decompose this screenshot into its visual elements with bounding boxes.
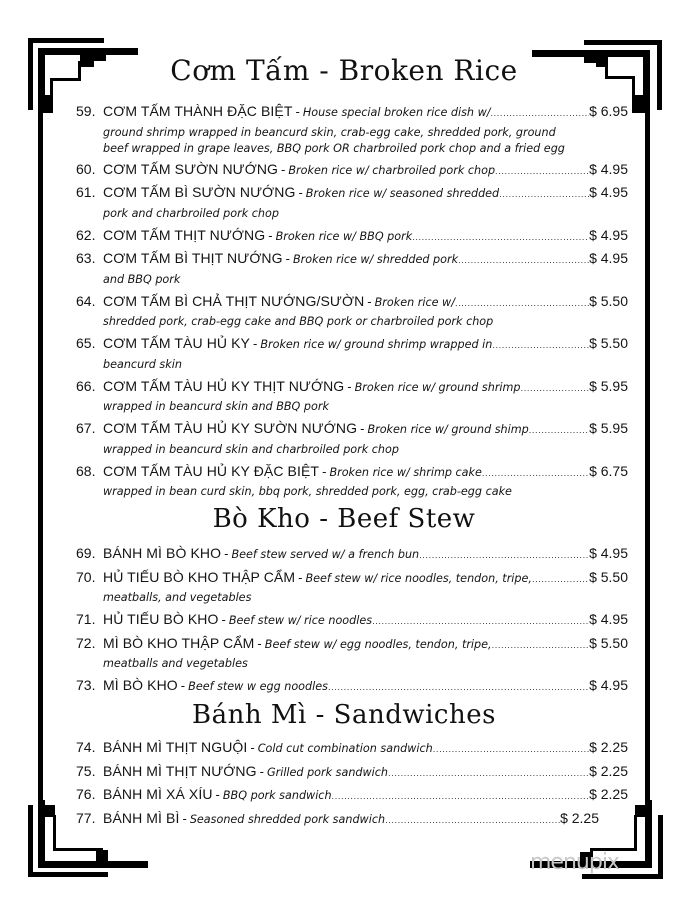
item-separator: - — [250, 740, 255, 755]
item-name: MÌ BÒ KHO THẬP CẨM — [103, 634, 255, 651]
item-description-continued: ground shrimp wrapped in beancurd skin, crab-egg cake, shredded pork, ground — [103, 125, 556, 139]
item-description-continued: beancurd skin — [103, 357, 182, 371]
item-name: CƠM TẤM BÌ SƯỜN NƯỚNG — [103, 184, 296, 200]
item-price: $ 4.95 — [589, 250, 628, 266]
item-number: 68. — [76, 462, 96, 479]
item-price: $ 5.50 — [589, 292, 628, 309]
item-price: $ 4.95 — [589, 160, 628, 177]
item-number: 77. — [76, 809, 96, 826]
leader-dots — [492, 636, 589, 657]
item-number: 71. — [76, 611, 96, 627]
leader-dots — [388, 764, 589, 785]
item-name: HỦ TIẾU BÒ KHO — [103, 611, 219, 627]
item-description-continued: meatballs, and vegetables — [103, 591, 252, 604]
left-border-line — [38, 110, 43, 800]
leader-dots — [372, 612, 589, 633]
item-number: 62. — [76, 226, 96, 243]
watermark-logo: menupix — [530, 850, 619, 875]
item-description-continued: pork and charbroiled pork chop — [103, 206, 279, 220]
menu-item — [76, 333, 628, 373]
item-description: Broken rice w/ ground shimp — [367, 423, 529, 436]
item-separator: - — [347, 378, 352, 394]
item-number: 69. — [76, 545, 96, 561]
leader-dots — [433, 740, 589, 761]
item-price: $ 6.75 — [589, 462, 628, 479]
item-name: CƠM TẤM THỊT NƯỚNG — [103, 226, 266, 243]
item-description: Beef stew w egg noodles — [188, 680, 328, 693]
item-separator: - — [285, 251, 290, 266]
item-price: $ 5.50 — [589, 568, 628, 585]
item-price: $ 5.95 — [589, 420, 628, 436]
item-price: $ 2.25 — [589, 786, 628, 802]
item-price: $ 2.25 — [560, 809, 599, 826]
item-price: $ 5.95 — [589, 377, 628, 394]
leader-dots — [385, 811, 560, 832]
item-number: 65. — [76, 335, 96, 351]
item-description: House special broken rice dish w/ — [302, 106, 491, 119]
menu-item — [76, 225, 628, 249]
item-name: BÁNH MÌ THỊT NGUỘI — [103, 739, 248, 755]
leader-dots — [412, 228, 589, 249]
menu-item — [76, 609, 628, 633]
item-number: 61. — [76, 184, 96, 200]
item-number: 64. — [76, 292, 96, 309]
menu-item — [76, 633, 628, 673]
leader-dots — [419, 546, 589, 567]
item-separator: - — [224, 546, 229, 561]
item-price: $ 2.25 — [589, 739, 628, 755]
item-description-continued: meatballs and vegetables — [103, 657, 248, 670]
item-description: Broken rice w/ ground shrimp wrapped in — [260, 338, 493, 351]
item-number: 73. — [76, 677, 96, 693]
item-name: CƠM TẤM TÀU HỦ KY ĐẶC BIỆT — [103, 462, 320, 479]
menu-item — [76, 567, 628, 607]
item-description: Broken rice w/ shrimp cake — [329, 465, 482, 479]
item-separator: - — [257, 635, 262, 651]
menu-item — [76, 808, 599, 832]
item-price: $ 4.95 — [589, 184, 628, 200]
item-name: CƠM TẤM TÀU HỦ KY — [103, 335, 250, 351]
item-description: Cold cut combination sandwich — [257, 742, 433, 755]
item-number: 75. — [76, 762, 96, 779]
item-description: Grilled pork sandwich — [266, 765, 389, 779]
leader-dots — [492, 336, 589, 357]
menu-item — [76, 376, 628, 416]
item-number: 72. — [76, 634, 96, 651]
item-separator: - — [295, 104, 300, 119]
section-title-sandwiches: Bánh Mì - Sandwiches — [192, 700, 496, 730]
item-name: BÁNH MÌ BÌ — [103, 809, 180, 826]
item-separator: - — [298, 185, 303, 200]
menu-item — [76, 543, 628, 567]
section-broken-rice-items — [76, 101, 628, 500]
item-description: BBQ pork sandwich — [222, 789, 332, 802]
leader-dots — [532, 570, 589, 591]
item-price: $ 5.50 — [589, 335, 628, 351]
menu-item — [76, 248, 628, 288]
item-description: Broken rice w/ charbroiled pork chop — [288, 163, 496, 177]
item-name: CƠM TẤM SƯỜN NƯỚNG — [103, 160, 279, 177]
item-description: Beef stew w/ rice noodles, tendon, tripe, — [305, 571, 532, 585]
item-separator: - — [182, 810, 187, 826]
item-name: CƠM TẤM BÌ THỊT NƯỚNG — [103, 250, 283, 266]
item-description-continued: wrapped in beancurd skin and BBQ pork — [103, 400, 329, 413]
section-sandwiches-items — [76, 737, 628, 831]
menu-item — [76, 461, 628, 501]
item-description-continued: wrapped in bean curd skin, bbq pork, shredded pork, egg, crab-egg cake — [103, 485, 512, 498]
leader-dots — [458, 251, 589, 272]
leader-dots — [455, 294, 589, 315]
item-separator: - — [322, 463, 327, 479]
item-description-continued: beef wrapped in grape leaves, BBQ pork OR charbroiled pork chop and a fried egg — [103, 141, 565, 155]
item-price: $ 2.25 — [589, 762, 628, 779]
item-name: BÁNH MÌ THỊT NƯỚNG — [103, 762, 257, 779]
menu-item — [76, 418, 628, 458]
item-number: 66. — [76, 377, 96, 394]
item-number: 59. — [76, 103, 96, 119]
menu-item — [76, 159, 628, 183]
item-separator: - — [298, 569, 303, 585]
menu-item — [76, 761, 628, 785]
right-border-line — [645, 110, 650, 800]
section-beef-stew-items — [76, 543, 628, 699]
item-separator: - — [252, 336, 258, 351]
item-description: Broken rice w/ ground shrimp — [354, 380, 521, 394]
item-number: 63. — [76, 250, 96, 266]
item-description: Seasoned shredded pork sandwich — [189, 812, 386, 826]
item-number: 67. — [76, 420, 96, 436]
item-separator: - — [180, 678, 186, 693]
menu-item — [76, 675, 628, 699]
item-separator: - — [221, 612, 226, 627]
item-name: CƠM TẤM TÀU HỦ KY THỊT NƯỚNG — [103, 377, 345, 394]
item-number: 70. — [76, 568, 96, 585]
item-name: CƠM TẤM THÀNH ĐẶC BIỆT — [103, 103, 293, 119]
menu-item — [76, 101, 628, 157]
leader-dots — [482, 464, 589, 485]
item-price: $ 4.95 — [589, 611, 628, 627]
item-price: $ 4.95 — [589, 226, 628, 243]
item-description: Beef stew w/ egg noodles, tendon, tripe, — [264, 637, 492, 651]
item-description: Broken rice w/ shredded pork — [292, 253, 459, 266]
leader-dots — [328, 678, 589, 699]
item-description: Beef stew served w/ a french bun — [231, 548, 420, 561]
item-number: 74. — [76, 739, 96, 755]
item-name: HỦ TIẾU BÒ KHO THẬP CẨM — [103, 568, 296, 585]
section-title-beef-stew: Bò Kho - Beef Stew — [212, 504, 476, 534]
item-description-continued: wrapped in beancurd skin and charbroiled pork chop — [103, 442, 399, 456]
item-name: MÌ BÒ KHO — [103, 677, 178, 693]
item-name: CƠM TẤM TÀU HỦ KY SƯỜN NƯỚNG — [103, 420, 358, 436]
item-description: Broken rice w/ BBQ pork — [275, 229, 413, 243]
item-name: CƠM TẤM BÌ CHẢ THỊT NƯỚNG/SƯỜN — [103, 292, 365, 309]
leader-dots — [521, 379, 590, 400]
item-description: Beef stew w/ rice noodles — [228, 614, 373, 627]
menu-item — [76, 182, 628, 222]
item-name: BÁNH MÌ BÒ KHO — [103, 545, 222, 561]
item-price: $ 5.50 — [589, 634, 628, 651]
leader-dots — [529, 421, 589, 442]
item-separator: - — [215, 787, 220, 802]
item-description-continued: and BBQ pork — [103, 272, 181, 286]
item-name: BÁNH MÌ XÁ XÍU — [103, 786, 213, 802]
leader-dots — [332, 787, 590, 808]
item-separator: - — [360, 421, 365, 436]
leader-dots — [495, 162, 589, 183]
item-description-continued: shredded pork, crab-egg cake and BBQ pork or charbroiled pork chop — [103, 315, 494, 328]
leader-dots — [499, 185, 589, 206]
item-price: $ 4.95 — [589, 677, 628, 693]
menu-item — [76, 784, 628, 808]
item-separator: - — [259, 763, 264, 779]
menu-item — [76, 291, 628, 331]
item-price: $ 4.95 — [589, 545, 628, 561]
item-number: 60. — [76, 160, 96, 177]
item-number: 76. — [76, 786, 96, 802]
item-separator: - — [281, 161, 286, 177]
item-price: $ 6.95 — [589, 103, 628, 119]
item-separator: - — [367, 293, 372, 309]
leader-dots — [491, 104, 590, 125]
menu-item — [76, 737, 628, 761]
item-description: Broken rice w/ seasoned shredded — [305, 187, 500, 200]
item-separator: - — [268, 227, 273, 243]
section-title-broken-rice: Cơm Tấm - Broken Rice — [170, 54, 518, 87]
item-description: Broken rice w/ — [374, 295, 455, 309]
